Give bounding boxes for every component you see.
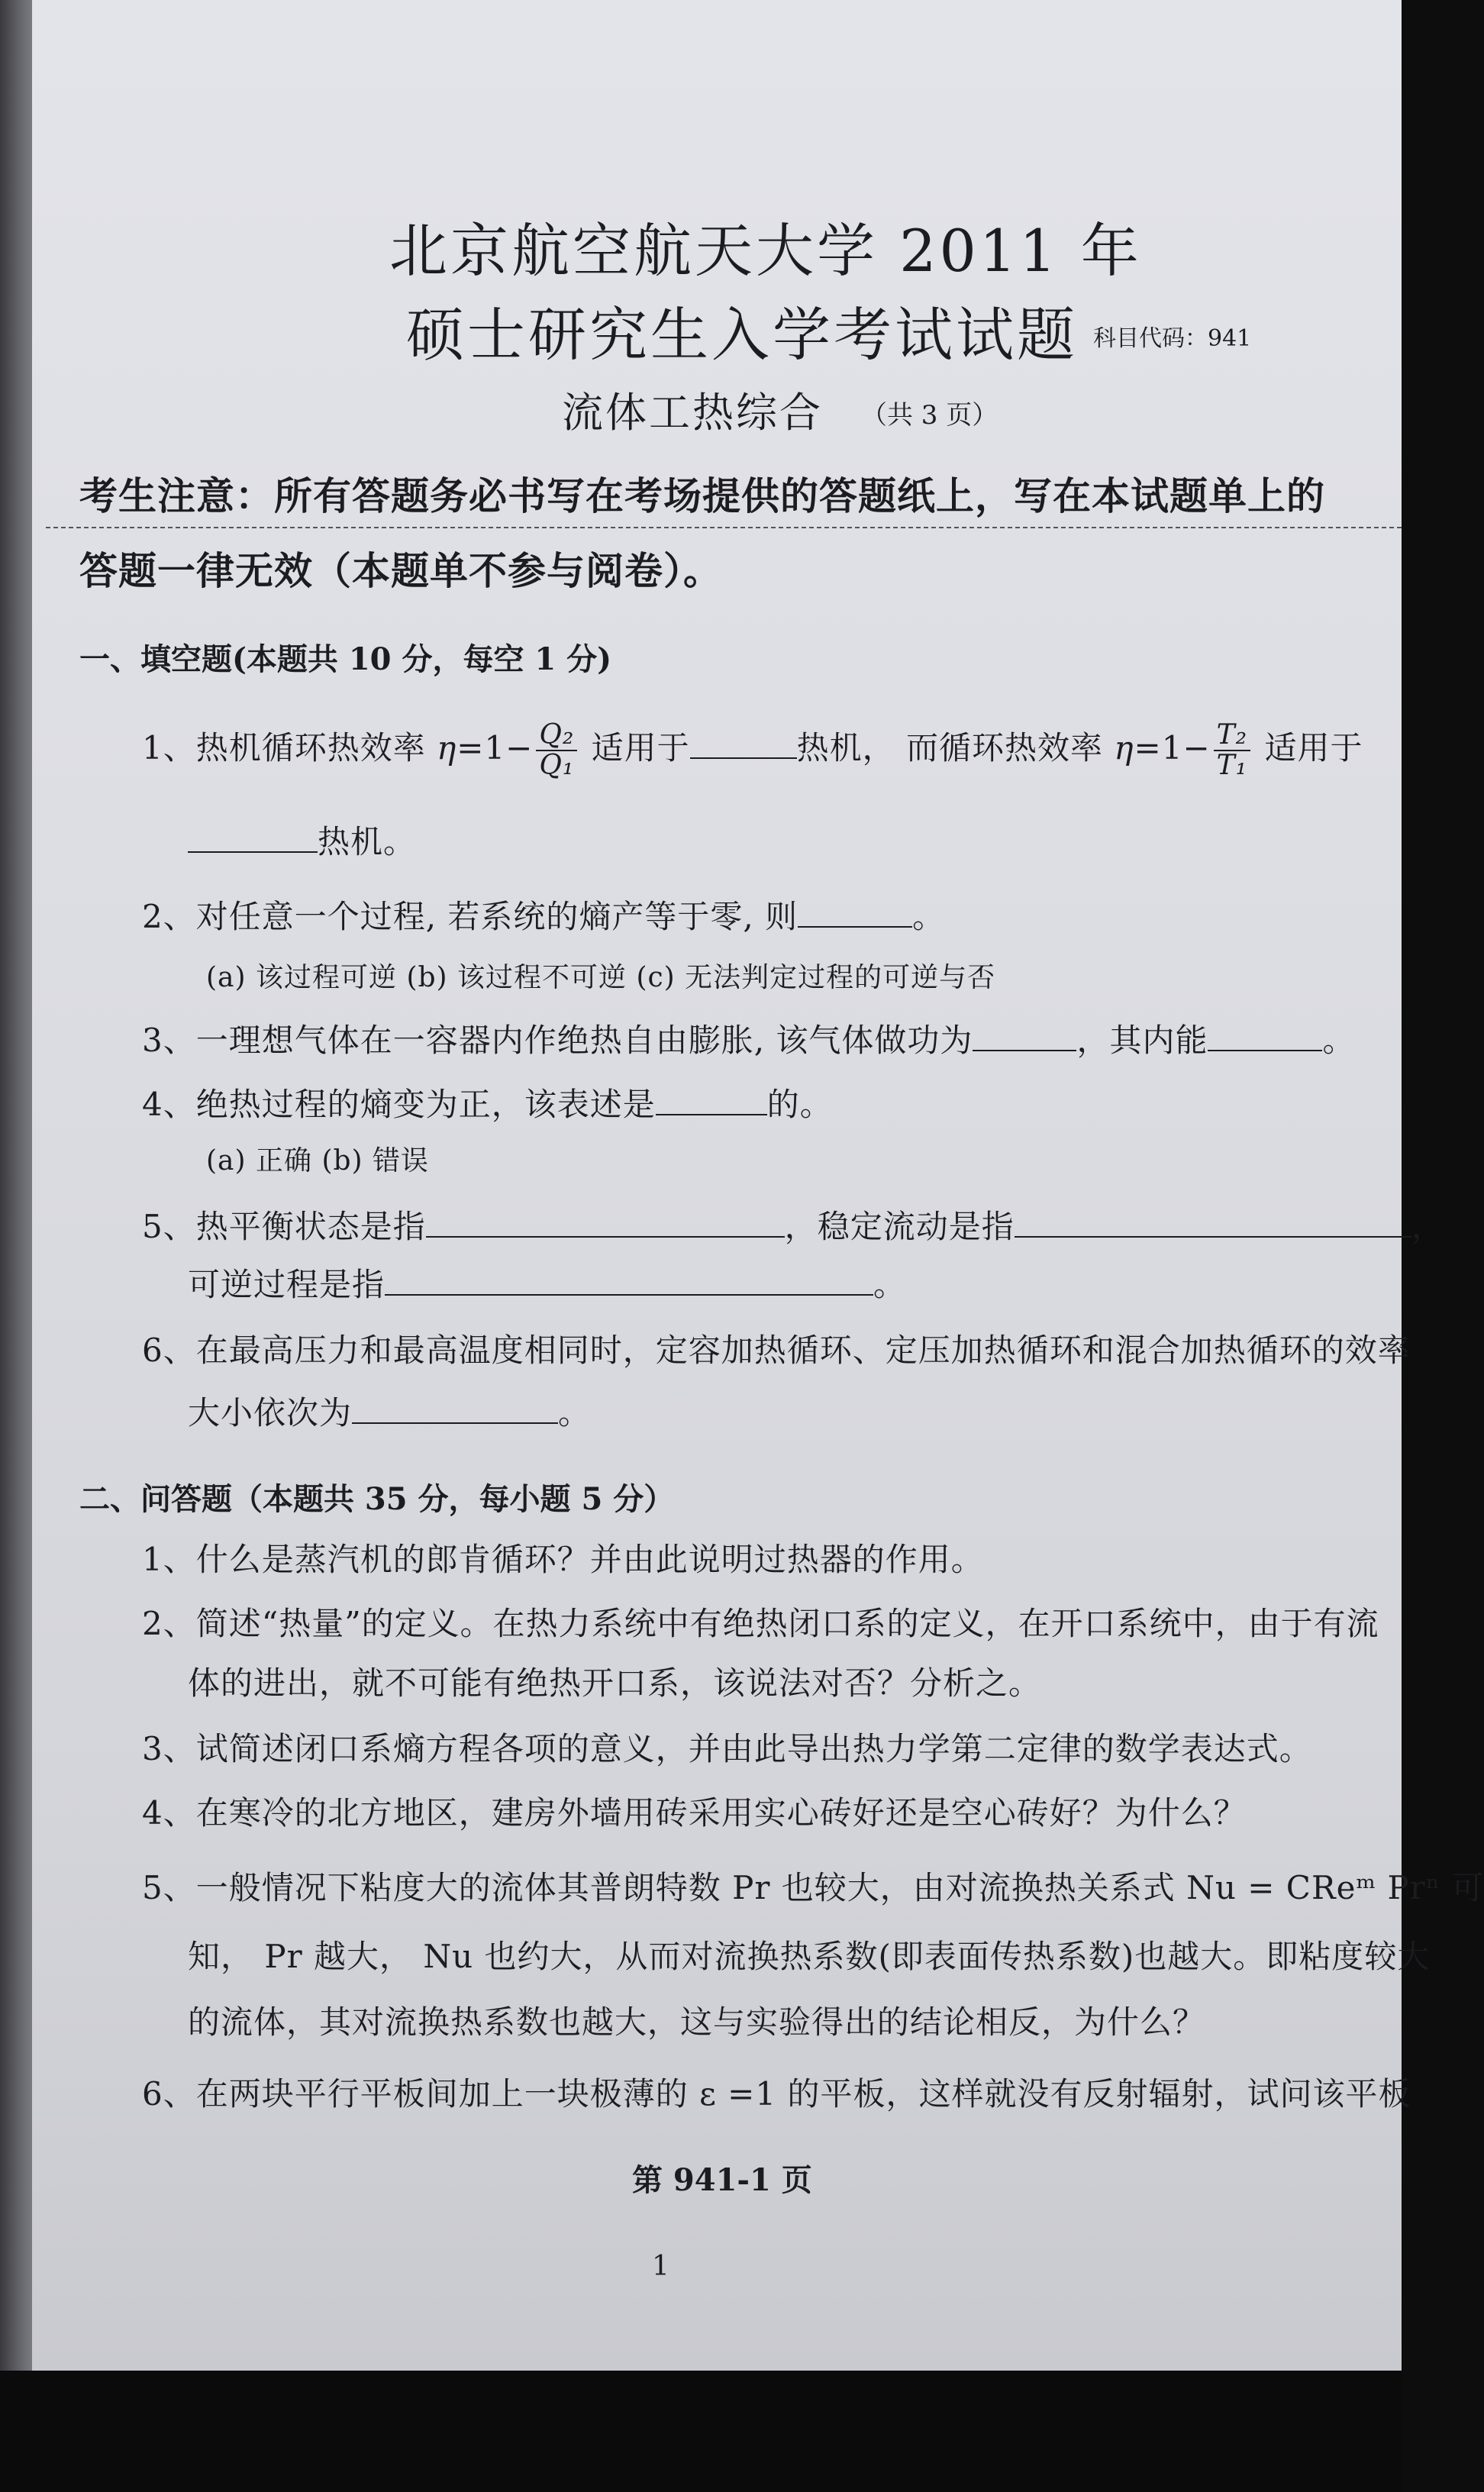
q2-end: 。 — [912, 898, 946, 935]
q1-prefix: 1、热机循环热效率 — [142, 728, 437, 767]
answer-blank — [426, 1207, 785, 1238]
q5-text: 5、热平衡状态是指 — [142, 1208, 426, 1245]
s1-question-3 — [142, 1015, 1355, 1061]
page-label: 第 941-1 页 — [632, 2162, 812, 2198]
notice-line1: 考生注意：所有答题务必书写在考场提供的答题纸上，写在本试题单上的 — [79, 473, 1325, 518]
s2-question-1: 1、什么是蒸汽机的郎肯循环？并由此说明过热器的作用。 — [142, 1541, 984, 1578]
s1-question-2-options: (a) 该过程可逆 (b) 该过程不可逆 (c) 无法判定过程的可逆与否 — [206, 962, 996, 993]
page-count: （共 3 页） — [861, 400, 998, 431]
divider-line — [46, 527, 1402, 528]
q1-line2-end: 热机。 — [318, 823, 417, 860]
fraction-t2-t1 — [1214, 721, 1250, 780]
answer-blank — [188, 822, 318, 853]
notice-line2: 答题一律无效（本题单不参与阅卷）。 — [79, 548, 722, 593]
q3-text: 3、一理想气体在一容器内作绝热自由膨胀, 该气体做功为 — [142, 1022, 973, 1059]
s1-question-5 — [142, 1202, 1444, 1248]
answer-blank — [385, 1265, 873, 1296]
q6-line2-end: 。 — [558, 1394, 592, 1432]
s1-question-6: 6、在最高压力和最高温度相同时，定容加热循环、定压加热循环和混合加热循环的效率 — [142, 1332, 1411, 1369]
answer-blank — [1208, 1021, 1322, 1051]
answer-blank — [798, 897, 912, 928]
s1-question-1-line2 — [188, 817, 416, 863]
subject-name: 流体工热综合 — [562, 389, 823, 437]
s2-question-6-line1: 6、在两块平行平板间加上一块极薄的 ε =1 的平板，这样就没有反射辐射，试问该平板 — [142, 2075, 1411, 2113]
q1-suffix: 适用于 — [1253, 728, 1363, 767]
subject-code: 科目代码：941 — [1093, 325, 1252, 352]
s2-question-2-line2: 体的进出，就不可能有绝热开口系，该说法对否？分析之。 — [188, 1664, 1042, 1702]
fraction-numerator: Q₂ — [536, 721, 577, 751]
q5-end: ， — [1411, 1208, 1444, 1245]
q1-mid1: 适用于 — [580, 728, 690, 767]
fraction-denominator: Q₁ — [539, 749, 575, 781]
answer-blank — [352, 1393, 558, 1424]
s2-question-3: 3、试简述闭口系熵方程各项的意义，并由此导出热力学第二定律的数学表达式。 — [142, 1730, 1312, 1767]
section2-heading: 二、问答题（本题共 35 分，每小题 5 分） — [79, 1481, 675, 1517]
fraction-numerator: T₂ — [1214, 721, 1250, 751]
exam-title-line1: 北京航空航天大学 2011 年 — [389, 217, 1142, 285]
q3-end: 。 — [1322, 1022, 1356, 1059]
q4-end: 的。 — [766, 1086, 833, 1123]
s2-question-4: 4、在寒冷的北方地区，建房外墙用砖采用实心砖好还是空心砖好？为什么？ — [142, 1794, 1247, 1832]
s1-question-4 — [142, 1080, 833, 1125]
answer-blank — [656, 1085, 767, 1115]
answer-blank — [973, 1021, 1076, 1051]
answer-blank — [690, 728, 797, 759]
fraction-denominator: T₁ — [1216, 749, 1248, 781]
s1-question-1 — [142, 721, 1363, 780]
exam-title-line2: 硕士研究生入学考试试题 — [406, 301, 1078, 369]
s1-question-5-line2 — [188, 1260, 906, 1306]
q1-eq2: =1− — [1134, 728, 1211, 767]
eta-symbol: η — [437, 728, 457, 767]
section1-heading: 一、填空题(本题共 10 分，每空 1 分) — [79, 641, 612, 677]
s2-question-5-line1: 5、一般情况下粘度大的流体其普朗特数 Pr 也较大，由对流换热关系式 Nu = CReᵐ Prⁿ 可 — [142, 1869, 1484, 1906]
dark-background-strip — [0, 2371, 1402, 2492]
fraction-q2-q1 — [536, 721, 577, 780]
q1-mid2: 热机， 而循环热效率 — [796, 728, 1115, 767]
q5-mid: ，稳定流动是指 — [784, 1208, 1015, 1245]
s1-question-6-line2 — [188, 1388, 591, 1434]
q5-line2-end: 。 — [873, 1266, 907, 1303]
s2-question-5-line3: 的流体，其对流换热系数也越大，这与实验得出的结论相反，为什么？ — [188, 2003, 1206, 2041]
q5-line2: 可逆过程是指 — [188, 1266, 386, 1303]
q2-text: 2、对任意一个过程, 若系统的熵产等于零, 则 — [142, 898, 798, 935]
page-number: 1 — [652, 2251, 669, 2282]
s2-question-2-line1: 2、简述“热量”的定义。在热力系统中有绝热闭口系的定义，在开口系统中，由于有流 — [142, 1605, 1379, 1642]
q1-eq1: =1− — [456, 728, 534, 767]
q4-text: 4、绝热过程的熵变为正，该表述是 — [142, 1086, 656, 1123]
s1-question-4-options: (a) 正确 (b) 错误 — [206, 1145, 430, 1177]
answer-blank — [1015, 1207, 1411, 1238]
q6-line2: 大小依次为 — [188, 1394, 353, 1432]
eta-symbol: η — [1114, 728, 1134, 767]
q3-mid: ，其内能 — [1076, 1022, 1208, 1059]
s2-question-5-line2: 知， Pr 越大， Nu 也约大，从而对流换热系数(即表面传热系数)也越大。即粘度较大 — [188, 1938, 1431, 1975]
s1-question-2 — [142, 892, 945, 938]
